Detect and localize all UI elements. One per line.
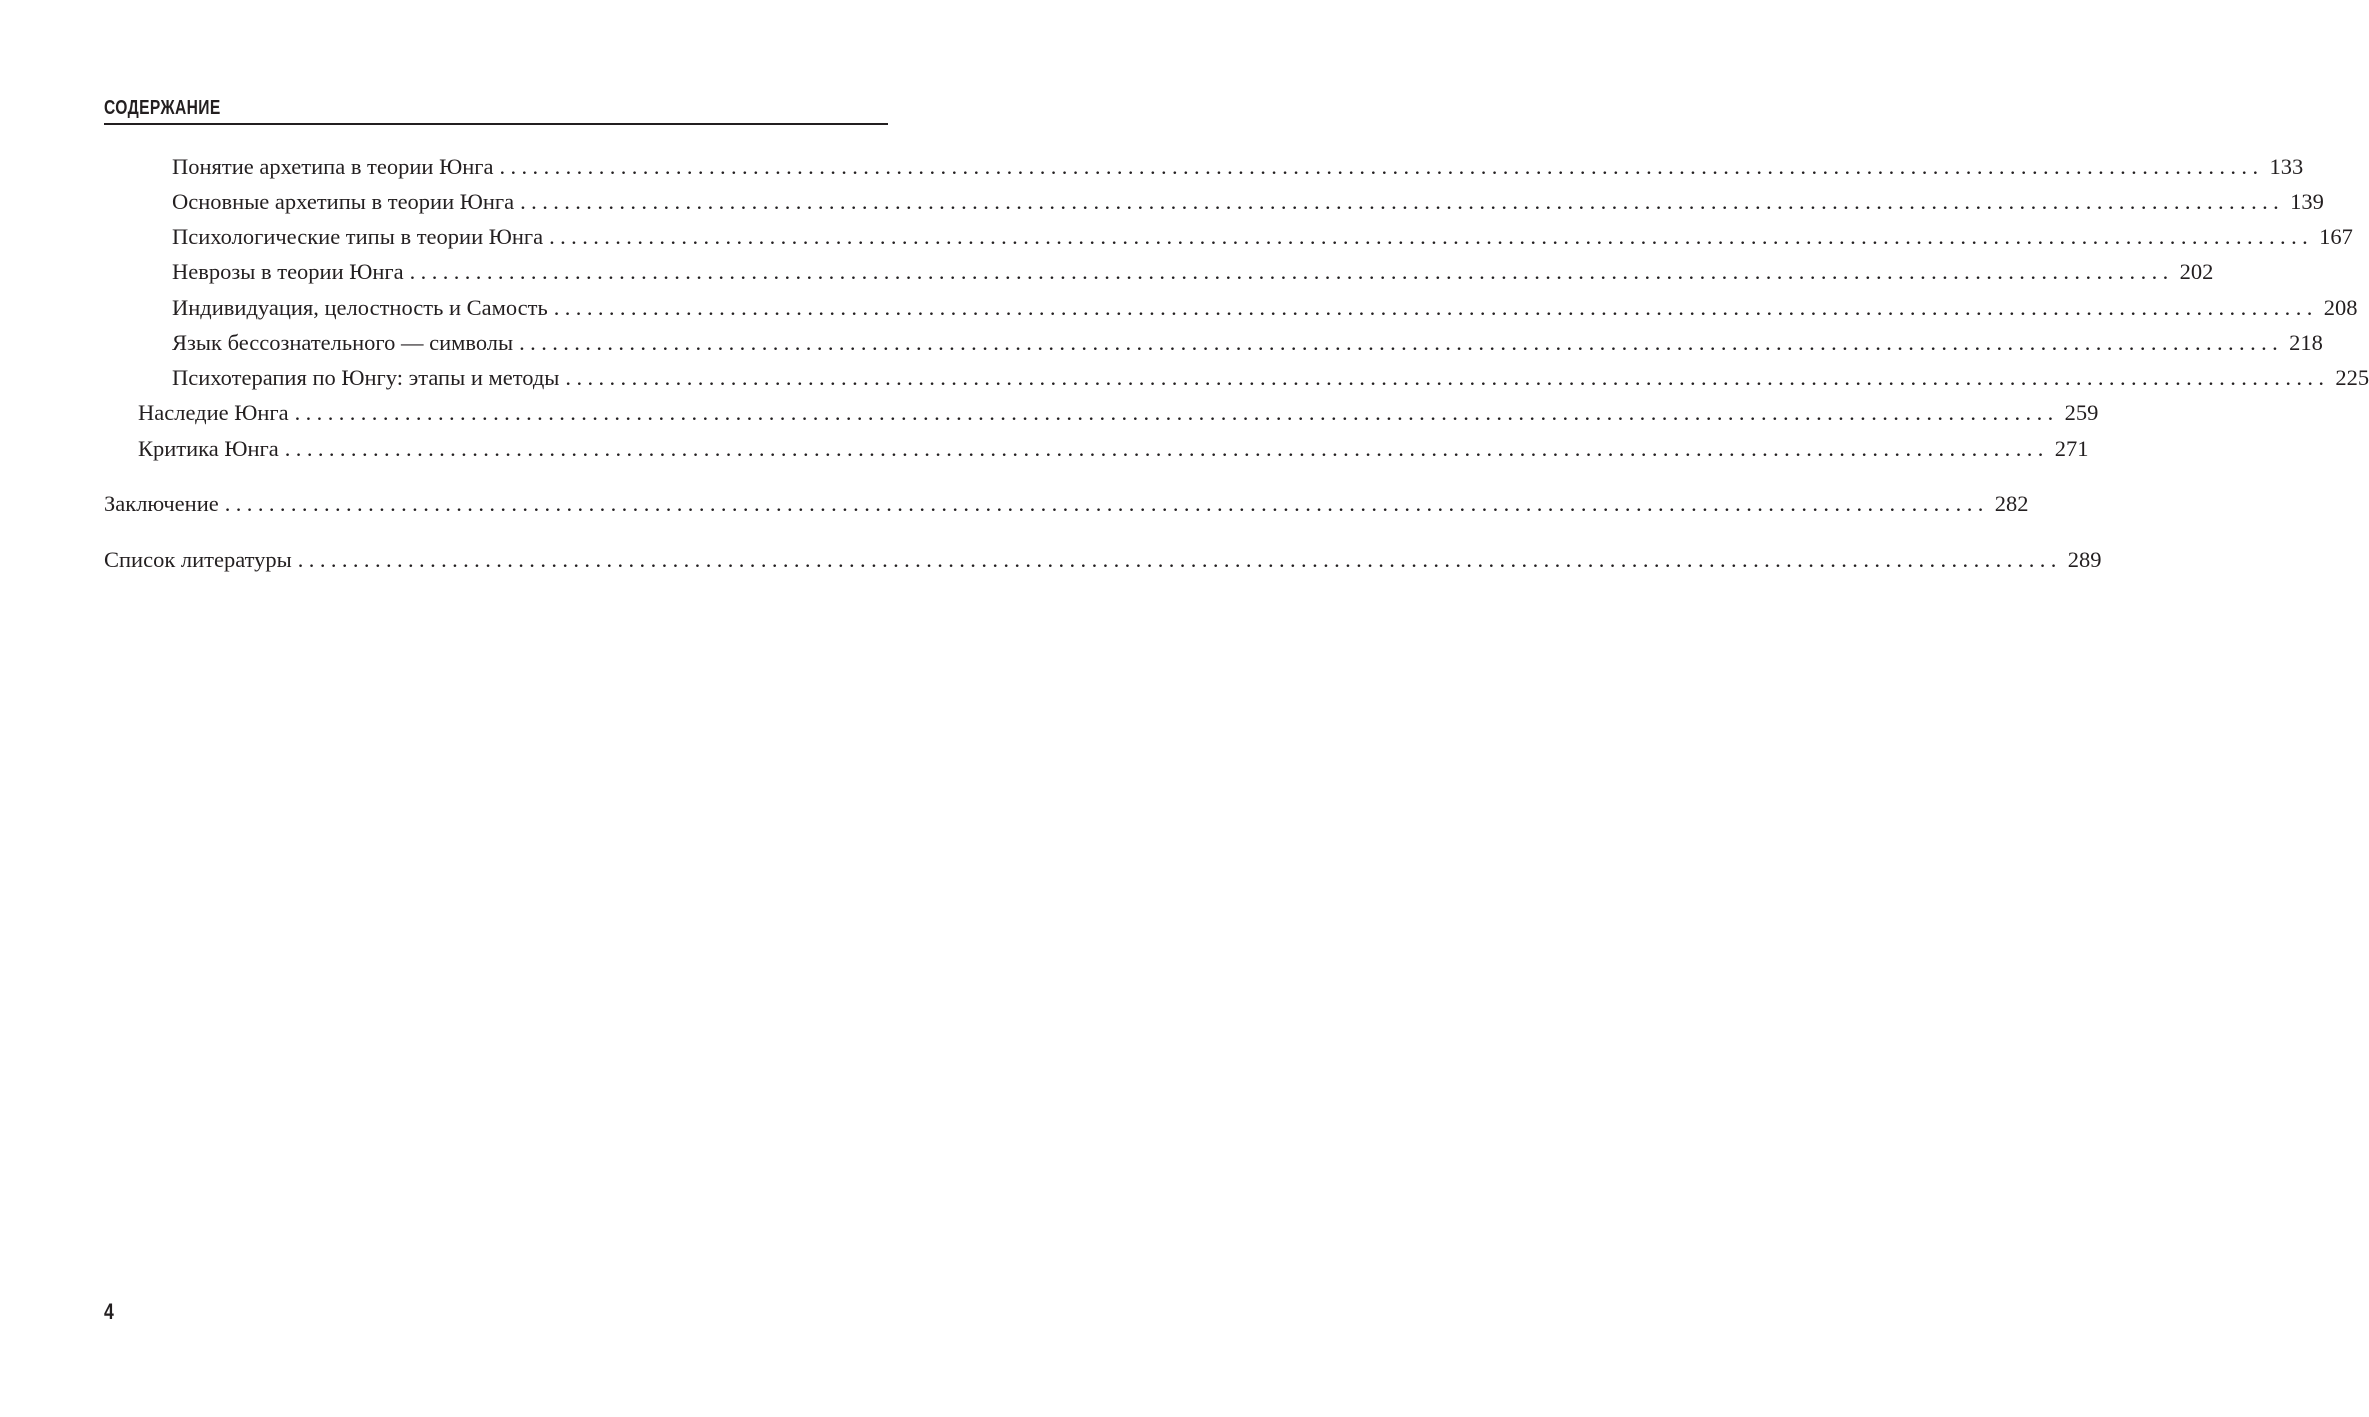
toc-entry[interactable]: [172, 258, 2214, 286]
toc-entry-page: 289: [2067, 547, 2102, 572]
toc-dot-leader: ................................................................................................................................................................: [297, 547, 2062, 572]
toc-entry[interactable]: [104, 546, 2102, 574]
toc-entry-title: Заключение: [104, 491, 219, 516]
toc-entry-title: Психологические типы в теории Юнга: [172, 224, 544, 249]
toc-entry-page: 133: [2269, 154, 2304, 179]
toc-entry[interactable]: [172, 153, 2304, 181]
toc-entry-title: Индивидуация, целостность и Самость: [172, 295, 548, 320]
toc-dot-leader: ................................................................................................................................................................: [553, 295, 2318, 320]
toc-entry-page: 202: [2179, 259, 2214, 284]
header-rule: [104, 123, 888, 125]
toc-entry-page: 208: [2323, 295, 2358, 320]
toc-entry[interactable]: [172, 188, 2324, 216]
toc-entry[interactable]: [104, 490, 2029, 518]
toc-entry-title: Понятие архетипа в теории Юнга: [172, 154, 494, 179]
toc-entry[interactable]: [172, 223, 2353, 251]
toc-dot-leader: ................................................................................................................................................................: [284, 436, 2049, 461]
toc-entry-title: Критика Юнга: [138, 436, 279, 461]
toc-entry-page: 271: [2054, 436, 2089, 461]
toc-entry[interactable]: [138, 399, 2099, 427]
toc-entry-page: 218: [2289, 330, 2323, 355]
toc-entry-page: 282: [1994, 491, 2029, 516]
page-number: 4: [104, 1299, 114, 1324]
toc-dot-leader: ................................................................................................................................................................: [565, 365, 2330, 390]
toc-dot-leader: ................................................................................................................................................................: [519, 330, 2284, 355]
toc-entry[interactable]: [172, 329, 2323, 357]
toc-dot-leader: ................................................................................................................................................................: [549, 224, 2314, 249]
toc-entry-title: Неврозы в теории Юнга: [172, 259, 404, 284]
toc-dot-leader: ................................................................................................................................................................: [499, 154, 2264, 179]
toc-dot-leader: ................................................................................................................................................................: [409, 259, 2174, 284]
running-head: СОДЕРЖАНИЕ: [104, 97, 221, 119]
toc-entry[interactable]: [172, 294, 2358, 322]
toc-entry-page: 139: [2290, 189, 2324, 214]
toc-entry-title: Наследие Юнга: [138, 400, 289, 425]
toc-entry-page: 225: [2335, 365, 2369, 390]
toc-entry-title: Язык бессознательного — символы: [172, 330, 514, 355]
toc-entry[interactable]: [138, 435, 2089, 463]
toc-entry-page: 259: [2064, 400, 2099, 425]
toc-dot-leader: ................................................................................................................................................................: [294, 400, 2059, 425]
toc-dot-leader: ................................................................................................................................................................: [520, 189, 2285, 214]
toc-entry-title: Психотерапия по Юнгу: этапы и методы: [172, 365, 560, 390]
toc-entry[interactable]: [172, 364, 2369, 392]
toc-dot-leader: ................................................................................................................................................................: [224, 491, 1989, 516]
toc-entry-title: Список литературы: [104, 547, 292, 572]
toc-entry-page: 167: [2319, 224, 2353, 249]
toc-entry-title: Основные архетипы в теории Юнга: [172, 189, 515, 214]
